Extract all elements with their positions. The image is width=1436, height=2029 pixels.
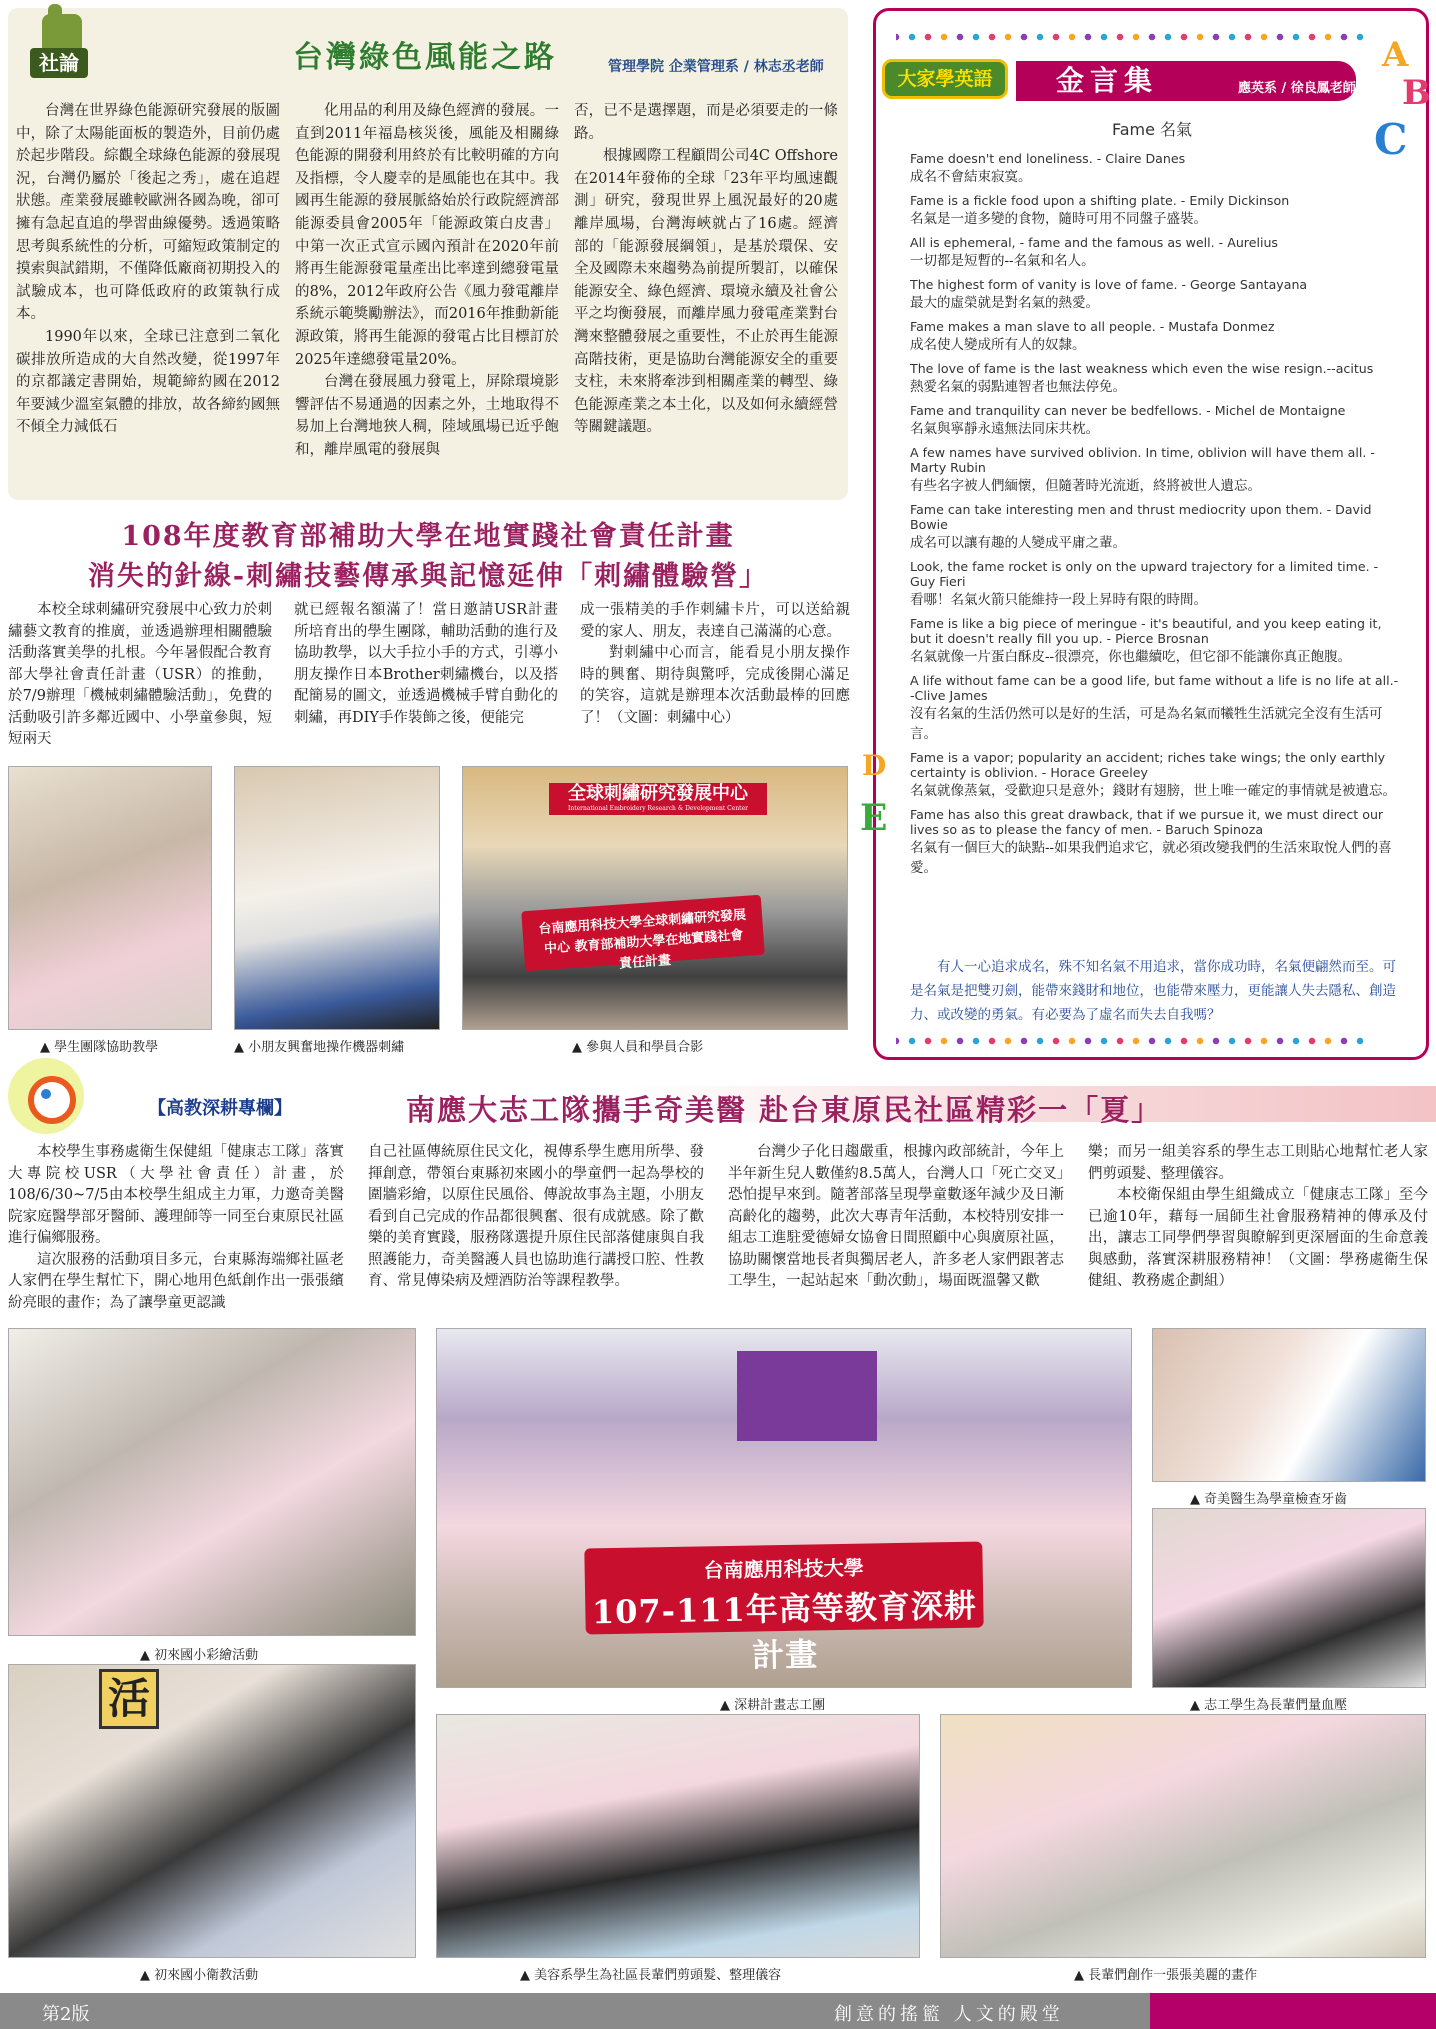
paragraph: 否，已不是選擇題，而是必須要走的一條路。	[574, 103, 838, 142]
quote-english: The love of fame is the last weakness which even the wise resign.--acitus	[910, 361, 1374, 376]
quote-english: Fame is like a big piece of meringue - it's beautiful, and you keep eating it, but it doesn't really fill you up. - Pierce Brosnan	[910, 616, 1382, 646]
paragraph: 根據國際工程顧問公司4C Offshore在2014年發佈的全球「23年平均風速觀測」研究，發現世界上風況最好的20處離岸風場，台灣海峽就占了16處。經濟部的「能源發展綱領」，是基於環保、安全及國際未來趨勢為前提所製訂，以確保能源安全、綠色經濟、環境永續及社會公平之均衡發展，而離岸風力發電產業對台灣來整體發展之重要性，不止於再生能源高階技術，更是協助台灣能源安全的重要支柱，未來將牽涉到相關產業的轉型、綠色能源產業之本土化，以及如何永續經營等關鍵議題。	[574, 148, 838, 436]
quote-english: A few names have survived oblivion. In time, oblivion will have them all. - Marty Rubin	[910, 445, 1375, 475]
banner-text: 107-111年高等教育深耕計畫	[591, 1586, 978, 1675]
paragraph: 就已經報名額滿了！當日邀請USR計畫所培育出的學生團隊，輔助活動的進行及協助教學，以大手拉小手的方式，引導小朋友操作日本Brother刺繡機台，以及搭配簡易的圖文，並透過機械手臂自動化的刺繡，再DIY手作裝飾之後，便能完	[294, 602, 558, 726]
footer-accent	[1150, 1993, 1436, 2029]
quote-item	[910, 616, 1400, 667]
quote-item	[910, 445, 1400, 496]
letter-b-icon: B	[1402, 73, 1431, 113]
letter-a-icon: A	[1382, 35, 1409, 75]
paragraph: 台灣在世界綠色能源研究發展的版圖中，除了太陽能面板的製造外，目前仍處於起步階段。綜觀全球綠色能源的發展現況，台灣仍屬於「後起之秀」，處在追趕狀態。產業發展雖較歐洲各國為晚，卻可擁有急起直追的學習曲線優勢。透過策略思考與系統性的分析，可縮短政策制定的摸索與試錯期，不僅降低廠商初期投入的試驗成本，也可降低政府的政策執行成本。	[16, 103, 280, 323]
quote-english: Fame doesn't end loneliness. - Claire Danes	[910, 151, 1186, 166]
dot-border-bottom	[896, 1037, 1366, 1045]
quotes-section	[860, 8, 1431, 1060]
university-flag	[737, 1351, 877, 1441]
target-icon	[8, 1058, 84, 1134]
quotes-header	[876, 55, 1426, 107]
quote-chinese: 成名不會結束寂寞。	[910, 169, 1032, 185]
column-label: 【高教深耕專欄】	[148, 1098, 292, 1119]
quote-chinese: 成名使人變成所有人的奴隸。	[910, 337, 1086, 353]
photo-caption: ▲ 美容系學生為社區長輩們剪頭髮、整理儀容	[520, 1968, 782, 1983]
photo-caption: ▲ 參與人員和學員合影	[572, 1040, 704, 1055]
photo-caption: ▲ 奇美醫生為學童檢查牙齒	[1190, 1492, 1348, 1507]
editorial-column-2	[295, 100, 559, 462]
quote-chinese: 名氣是一道多變的食物，隨時可用不同盤子盛裝。	[910, 211, 1207, 227]
quote-item	[910, 319, 1400, 355]
footer-slogan: 創意的搖籃 人文的殿堂	[834, 2004, 1064, 2025]
letter-d-icon: D	[862, 749, 887, 782]
paragraph: 本校學生事務處衛生保健組「健康志工隊」落實大專院校USR（大學社會責任）計畫，於108/6/30~7/5由本校學生組成主力軍，力邀奇美醫院家庭醫學部牙醫師、護理師等一同至台東原民社區進行偏鄉服務。	[8, 1144, 344, 1246]
column-text-4	[1088, 1142, 1428, 1293]
quote-item	[910, 807, 1400, 878]
paragraph: 1990年以來，全球已注意到二氧化碳排放所造成的大自然改變，從1997年的京都議定書開始，規範締約國在2012年要減少溫室氣體的排放，故各締約國無不傾全力減低石	[16, 328, 280, 436]
paragraph: 對刺繡中心而言，能看見小朋友操作時的興奮、期待與驚呼，完成後開心滿足的笑容，這就是辦理本次活動最棒的回應了！（文圖：刺繡中心）	[580, 645, 850, 726]
editorial-section	[8, 8, 848, 500]
page-number: 第2版	[42, 2004, 90, 2025]
quotes-badge: 大家學英語	[882, 59, 1008, 99]
editorial-title: 台灣綠色風能之路	[293, 40, 557, 75]
photo-elders-drawing	[940, 1714, 1426, 1958]
usr-column-1	[8, 600, 272, 751]
paragraph: 台灣在發展風力發電上，屏除環境影響評估不易通過的因素之外，土地取得不易加上台灣地狹人稠，陸域風場已近乎飽和，離岸風電的發展與	[295, 374, 559, 458]
quote-english: Fame makes a man slave to all people. - Mustafa Donmez	[910, 319, 1275, 334]
column-text-1	[8, 1142, 344, 1314]
banner-text: 台南應用科技大學	[703, 1555, 864, 1583]
quote-english: Fame can take interesting men and thrust mediocrity upon them. - David Bowie	[910, 502, 1372, 532]
photo-caption: ▲ 志工學生為長輩們量血壓	[1190, 1698, 1348, 1713]
quote-item	[910, 277, 1400, 313]
embroidery-center-banner	[549, 783, 767, 815]
column-title: 南應大志工隊攜手奇美醫 赴台東原民社區精彩一「夏」	[406, 1093, 1163, 1127]
quote-english: Fame has also this great drawback, that if we pursue it, we must direct our lives so as to please the fancy of men. - Baruch Spinoza	[910, 807, 1384, 837]
quote-chinese: 沒有名氣的生活仍然可以是好的生活，可是為名氣而犧牲生活就完全沒有生活可言。	[910, 706, 1383, 742]
letter-e-icon: E	[860, 797, 888, 839]
usr-title-line-2: 消失的針線-刺繡技藝傳承與記憶延伸「刺繡體驗營」	[87, 561, 769, 592]
usr-title-line-1: 108年度教育部補助大學在地實踐社會責任計畫	[121, 521, 735, 552]
quote-item	[910, 403, 1400, 439]
usr-column-3	[580, 600, 850, 729]
paragraph: 自己社區傳統原住民文化，視傳系學生應用所學、發揮創意，帶領台東縣初來國小的學童們一起為學校的圍牆彩繪，以原住民風俗、傳說故事為主題，小朋友看到自己完成的作品都很興奮、很有成就感。除了歡樂的美育實踐，服務隊選提升原住民部落健康與自我照護能力，奇美醫護人員也協助進行講授口腔、性教育、常見傳染病及煙酒防治等課程教學。	[368, 1144, 704, 1289]
photo-volunteer-team	[436, 1328, 1132, 1688]
quotes-footer-note: 有人一心追求成名，殊不知名氣不用追求，當你成功時，名氣便翩然而至。可是名氣是把雙刃劍，能帶來錢財和地位，也能帶來壓力，更能讓人失去隱私、創造力、或改變的勇氣。有必要為了虛名而失去自我嗎？	[910, 959, 1396, 1023]
quotes-title: 金言集	[1056, 64, 1159, 97]
editorial-author: 管理學院 企業管理系 / 林志丞老師	[608, 59, 824, 75]
quote-english: Fame is a fickle food upon a shifting plate. - Emily Dickinson	[910, 193, 1290, 208]
paragraph: 化用品的利用及綠色經濟的發展。一直到2011年福島核災後，風能及相關綠色能源的開發利用終於有比較明確的方向及指標，令人慶幸的是風能也在其中。我國再生能源的發展脈絡始於行政院經濟部能源委員會2005年「能源政策白皮書」中第一次正式宣示國內預計在2020年前將再生能源發電量產出比率達到總發電量的8%，2012年政府公告《風力發電離岸系統示範獎勵辦法》，而2016年推動新能源政策，將再生能源的發電占比目標訂於2025年達總發電量20%。	[295, 103, 559, 368]
photo-dental-check	[1152, 1328, 1426, 1482]
quote-item	[910, 750, 1400, 801]
paragraph: 成一張精美的手作刺繡卡片，可以送給親愛的家人、朋友，表達自己滿滿的心意。	[580, 602, 850, 640]
quote-chinese: 熱愛名氣的弱點連智者也無法停免。	[910, 379, 1126, 395]
embroidery-red-banner: 台南應用科技大學全球刺繡研究發展中心 教育部補助大學在地實踐社會責任計畫	[521, 895, 765, 972]
quote-english: Fame is a vapor; popularity an accident; riches take wings; the only earthly certainty is oblivion. - Horace Greeley	[910, 750, 1386, 780]
letter-c-icon: C	[1374, 115, 1408, 164]
sign-board: 活	[99, 1669, 159, 1729]
quotes-author: 應英系 / 徐良鳳老師	[1238, 81, 1356, 96]
quote-chinese: 一切都是短暫的--名氣和名人。	[910, 253, 1095, 269]
paragraph: 台灣少子化日趨嚴重，根據內政部統計，今年上半年新生兒人數僅約8.5萬人，台灣人口「死亡交叉」恐怕提早來到。隨著部落呈現學童數逐年減少及日漸高齡化的趨勢，此次大專青年活動，本校特別安排一組志工進駐愛德婦女協會日間照顧中心與廣原社區，協助關懷當地長者與獨居老人，許多老人家們跟著志工學生，一起站起來「動次動」，場面既溫馨又歡	[728, 1144, 1064, 1289]
quote-chinese: 名氣有一個巨大的缺點--如果我們追求它，就必須改變我們的生活來取悅人們的喜愛。	[910, 840, 1392, 876]
editorial-tag	[30, 14, 92, 80]
banner-text: 全球刺繡研究發展中心	[568, 783, 748, 804]
quote-item	[910, 151, 1400, 187]
photo-caption: ▲ 初來國小衛教活動	[140, 1968, 259, 1983]
quotes-list	[910, 151, 1400, 884]
photo-caption: ▲ 深耕計畫志工團	[720, 1698, 826, 1713]
photo-haircut	[436, 1714, 920, 1958]
photo-caption: ▲ 初來國小彩繪活動	[140, 1648, 259, 1663]
photo-student-team-teaching	[8, 766, 212, 1030]
usr-column-2	[294, 600, 558, 729]
paragraph: 這次服務的活動項目多元，台東縣海端鄉社區老人家們在學生幫忙下，開心地用色紙創作出一張張繽紛亮眼的畫作；為了讓學童更認識	[8, 1251, 344, 1311]
column-text-3	[728, 1142, 1064, 1293]
quote-item	[910, 361, 1400, 397]
photo-child-using-machine	[234, 766, 440, 1030]
paragraph: 本校全球刺繡研究發展中心致力於刺繡藝文教育的推廣，並透過辦理相關體驗活動落實美學的扎根。今年暑假配合教育部大學社會責任計畫（USR）的推動，於7/9辦理「機械刺繡體驗活動」，免費的活動吸引許多鄰近國中、小學童參與，短短兩天	[8, 602, 272, 747]
photo-wall-painting	[8, 1328, 416, 1636]
editorial-tag-label: 社論	[30, 48, 88, 78]
photo-caption: ▲ 長輩們創作一張張美麗的畫作	[1074, 1968, 1258, 1983]
editorial-column-1	[16, 100, 280, 439]
quote-chinese: 看哪！名氣火箭只能維持一段上昇時有限的時間。	[910, 592, 1207, 608]
quote-chinese: 名氣與寧靜永遠無法同床共枕。	[910, 421, 1099, 437]
photo-caption: ▲ 學生團隊協助教學	[40, 1040, 159, 1055]
banner-text-en: International Embroidery Research & Development Center	[567, 805, 749, 812]
quote-english: Fame and tranquility can never be bedfellows. - Michel de Montaigne	[910, 403, 1346, 418]
quote-chinese: 名氣就像蒸氣，受歡迎只是意外；錢財有翅膀，世上唯一確定的事情就是被遺忘。	[910, 783, 1396, 799]
quote-english: The highest form of vanity is love of fame. - George Santayana	[910, 277, 1308, 292]
quotes-subtitle: Fame 名氣	[1112, 120, 1193, 139]
quote-item	[910, 502, 1400, 553]
quote-chinese: 名氣就像一片蛋白酥皮--很漂亮，你也繼續吃，但它卻不能讓你真正飽腹。	[910, 649, 1352, 665]
column-text-2	[368, 1142, 704, 1293]
photo-caption: ▲ 小朋友興奮地操作機器刺繡	[234, 1040, 405, 1055]
quote-chinese: 有些名字被人們緬懷，但隨著時光流逝，終將被世人遺忘。	[910, 478, 1261, 494]
quote-chinese: 成名可以讓有趣的人變成平庸之輩。	[910, 535, 1126, 551]
quote-chinese: 最大的虛榮就是對名氣的熱愛。	[910, 295, 1099, 311]
photo-group-embroidery	[462, 766, 848, 1030]
quote-english: A life without fame can be a good life, but fame without a life is no life at all.--Clive James	[910, 673, 1399, 703]
quote-item	[910, 235, 1400, 271]
quote-item	[910, 673, 1400, 744]
paragraph: 本校衛保組由學生組織成立「健康志工隊」至今已逾10年，藉每一屆師生社會服務精神的傳承及付出，讓志工同學們學習與瞭解到更深層面的生命意義與感動，落實深耕服務精神！（文圖：學務處衛生保健組、教務處企劃組）	[1088, 1187, 1428, 1289]
quote-item	[910, 559, 1400, 610]
editorial-column-3	[574, 100, 838, 439]
paragraph: 樂；而另一組美容系的學生志工則貼心地幫忙老人家們剪頭髮、整理儀容。	[1088, 1144, 1428, 1182]
quote-english: All is ephemeral, - fame and the famous as well. - Aurelius	[910, 235, 1278, 250]
dot-border-top	[896, 33, 1366, 41]
quote-english: Look, the fame rocket is only on the upward trajectory for a limited time. - Guy Fieri	[910, 559, 1379, 589]
photo-blood-pressure	[1152, 1508, 1426, 1688]
deep-cultivation-banner	[584, 1542, 983, 1675]
photo-health-education	[8, 1664, 416, 1958]
quote-item	[910, 193, 1400, 229]
